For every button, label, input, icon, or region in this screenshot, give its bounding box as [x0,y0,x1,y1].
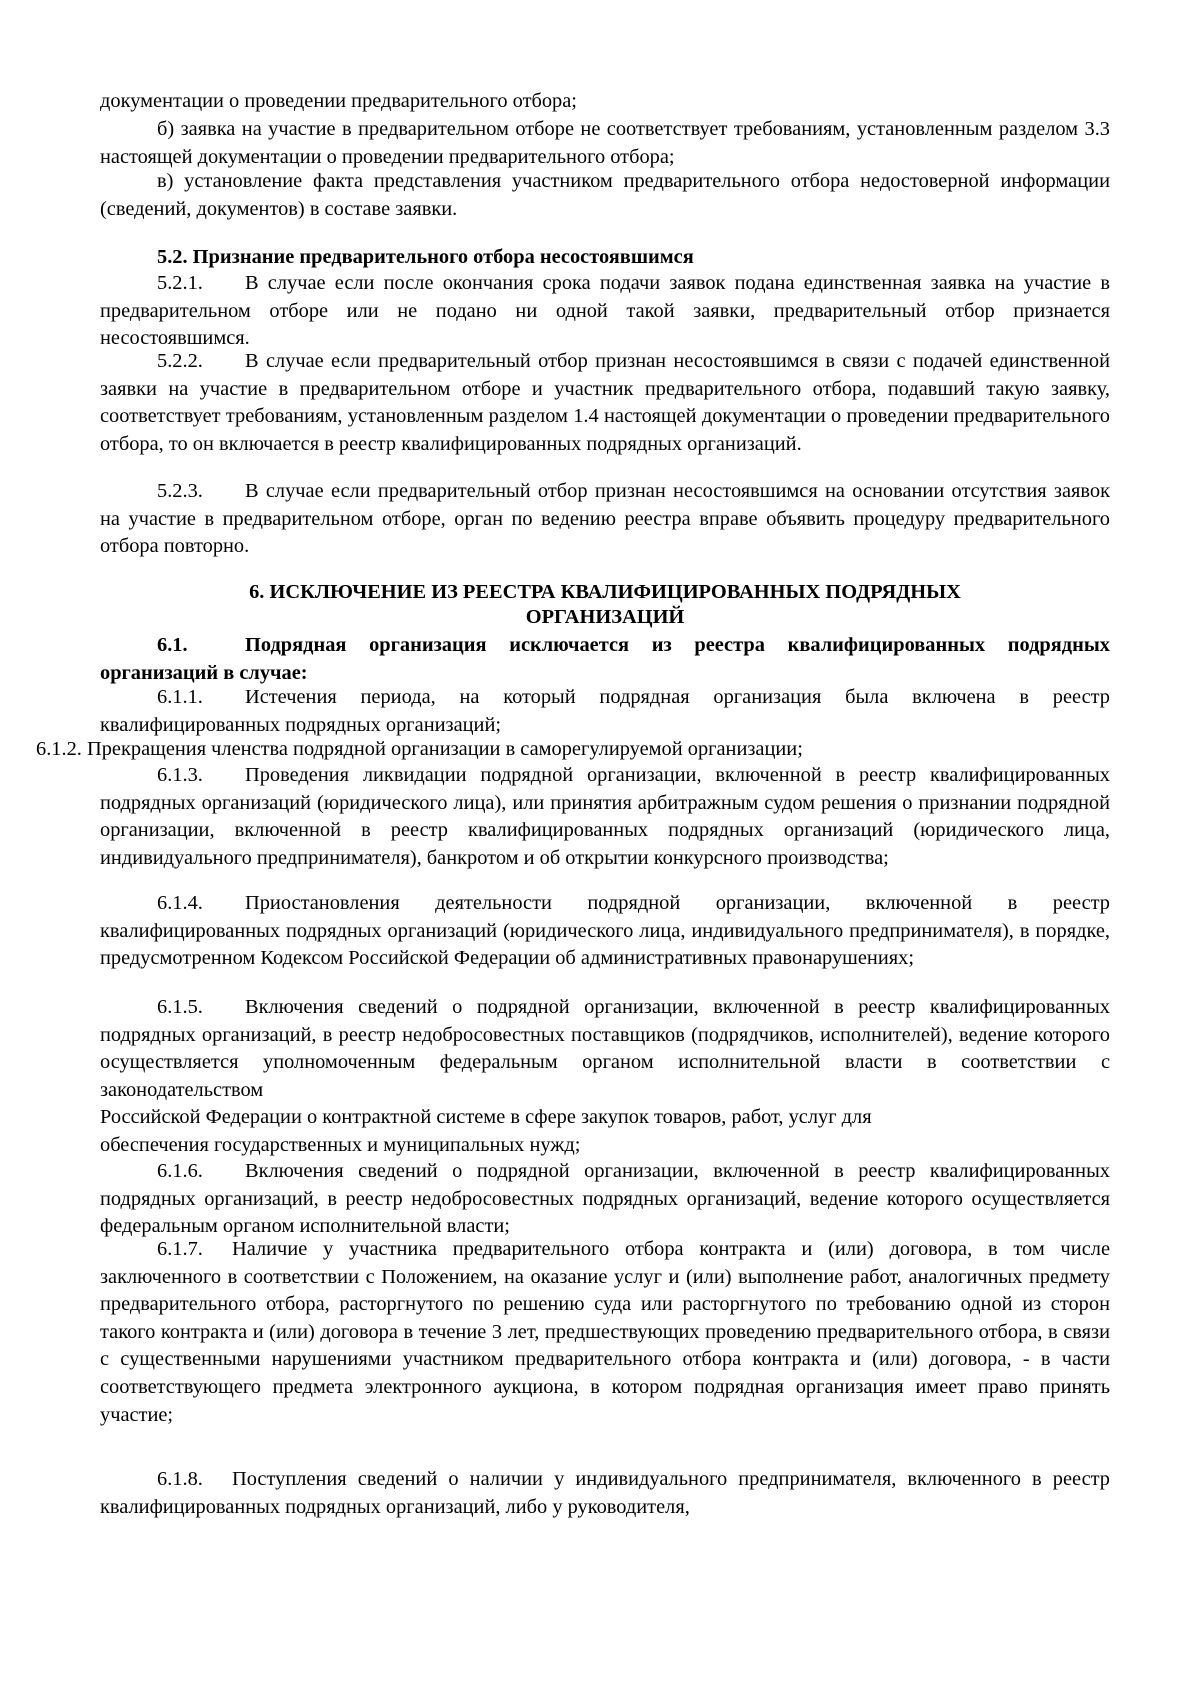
clause-text: Прекращения членства подрядной организации в саморегулируемой организации; [87,738,803,760]
clause-text: Включения сведений о подрядной организации, включенной в реестр квалифицированных подрядных организаций, в реестр недобросовестных поставщиков (подрядчиков, исполнителей), ведение которого осуществляется уполномоченным федеральным органом исполнительной власти в соответствии с законодательством [100,996,1110,1101]
clause-6-1-8 [100,1466,1110,1521]
clause-number: 5.2.2. [157,350,203,372]
clause-text: В случае если после окончания срока подачи заявок подана единственная заявка на участие в предварительном отборе или не подано ни одной такой заявки, предварительный отбор признается несостоявшимся. [100,272,1110,350]
clause-number: 6.1.8. [157,1468,203,1490]
clause-number: 6.1.1. [157,686,203,708]
clause-text: Наличие у участника предварительного отбора контракта и (или) договора, в том числе заключенного в соответствии с Положением, на оказание услуг и (или) выполнение работ, аналогичных предмету предварительного отбора, расторгнутого по решению суда или расторгнутого по требованию одной из сторон такого контракта и (или) договора в течение 3 лет, предшествующих проведению предварительного отбора, в связи с существенными нарушениями участником предварительного отбора контракта и (или) договора, - в части соответствующего предмета электронного аукциона, в котором подрядная организация имеет право принять участие; [100,1238,1110,1426]
clause-number: 6.1.3. [157,764,203,786]
section-heading-5-2: 5.2. Признание предварительного отбора несостоявшимся [157,246,694,268]
clause-text: В случае если предварительный отбор признан несостоявшимся в связи с подачей единственной заявки на участие в предварительном отборе и участник предварительного отбора, подавший такую заявку, соответствует требованиям, установленным разделом 1.4 настоящей документации о проведении предварительного отбора, то он включается в реестр квалифицированных подрядных организаций. [100,350,1110,455]
clause-6-1-4 [100,890,1110,973]
clause-number: 6.1.7. [157,1238,203,1260]
clause-5-2-2 [100,348,1110,458]
clause-6-1-1 [100,684,1110,739]
clause-text: В случае если предварительный отбор признан несостоявшимся на основании отсутствия заявок на участие в предварительном отборе, орган по ведению реестра вправе объявить процедуру предварительного отбора повторно. [100,480,1110,558]
clause-6-1-5 [100,994,1110,1104]
clause-text: Включения сведений о подрядной организации, включенной в реестр квалифицированных подрядных организаций, в реестр недобросовестных подрядных организаций, ведение которого осуществляется федеральным органом исполнительной власти; [100,1160,1110,1238]
clause-6-1-3 [100,762,1110,872]
section-heading-6-line2: ОРГАНИЗАЦИЙ [525,606,685,628]
clause-number: 6.1.4. [157,892,203,914]
paragraph-continuation: документации о проведении предварительного отбора; [100,90,577,112]
clause-6-1-7 [100,1236,1110,1429]
clause-5-2-3 [100,478,1110,561]
clause-text: Поступления сведений о наличии у индивидуального предпринимателя, включенного в реестр квалифицированных подрядных организаций, либо у руководителя, [100,1468,1110,1518]
clause-text: Приостановления деятельности подрядной организации, включенной в реестр квалифицированных подрядных организаций (юридического лица, индивидуального предпринимателя), в порядке, предусмотренном Кодексом Российской Федерации об административных правонарушениях; [100,892,1110,970]
clause-6-1-2 [36,736,1110,764]
paragraph-item-b: б) заявка на участие в предварительном отборе не соответствует требованиям, установленным разделом 3.3 настоящей документации о проведении предварительного отбора; [100,118,1110,168]
clause-6-1-6 [100,1158,1110,1241]
clause-number: 6.1.2. [36,738,82,760]
clause-text: Проведения ликвидации подрядной организации, включенной в реестр квалифицированных подрядных организаций (юридического лица), или принятия арбитражным судом решения о признании подрядной организации, включенной в реестр квалифицированных подрядных организаций (юридического лица, индивидуального предпринимателя), банкротом и об открытии конкурсного производства; [100,764,1110,869]
clause-number: 5.2.3. [157,480,203,502]
clause-number: 5.2.1. [157,272,203,294]
clause-6-1 [100,632,1110,687]
section-heading-6-line1: 6. ИСКЛЮЧЕНИЕ ИЗ РЕЕСТРА КВАЛИФИЦИРОВАННЫХ ПОДРЯДНЫХ [249,581,961,603]
clause-number: 6.1.5. [157,996,203,1018]
clause-6-1-5-continuation: Российской Федерации о контрактной системе в сфере закупок товаров, работ, услуг для обеспечения государственных и муниципальных нужд; [100,1106,872,1156]
clause-number: 6.1. [157,634,188,656]
clause-text: Подрядная организация исключается из реестра квалифицированных подрядных организаций в случае: [100,634,1110,684]
clause-number: 6.1.6. [157,1160,203,1182]
paragraph-item-v: в) установление факта представления участником предварительного отбора недостоверной информации (сведений, документов) в составе заявки. [100,170,1110,220]
clause-text: Истечения периода, на который подрядная организация была включена в реестр квалифицированных подрядных организаций; [100,686,1110,736]
clause-5-2-1 [100,270,1110,353]
